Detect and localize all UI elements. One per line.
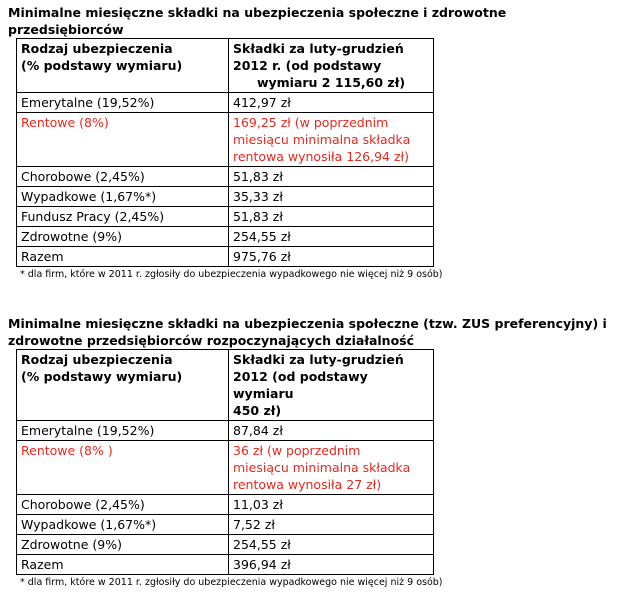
section-2-title [8, 315, 607, 349]
table-header-row [17, 350, 434, 421]
row-label: Emerytalne (19,52%) [17, 421, 229, 441]
row-value: 51,83 zł [229, 167, 434, 187]
title-line: zdrowotne przedsiębiorców rozpoczynających działalność [8, 333, 415, 348]
section-1 [8, 4, 620, 281]
row-label: Fundusz Pracy (2,45%) [17, 207, 229, 227]
table-row-highlighted [17, 441, 434, 495]
contributions-table-1 [16, 38, 434, 267]
section-1-title: Minimalne miesięczne składki na ubezpieczenia społeczne i zdrowotne przedsiębiorców [8, 5, 507, 37]
header-line: Składki za luty-grudzień [233, 352, 404, 367]
header-line: 2012 r. (od podstawy [233, 58, 382, 73]
row-label: Chorobowe (2,45%) [17, 167, 229, 187]
header-line: (% podstawy wymiaru) [21, 58, 183, 73]
header-line: Rodzaj ubezpieczenia [21, 41, 173, 56]
value-line: 36 zł (w poprzednim [233, 443, 361, 458]
row-value: 11,03 zł [229, 495, 434, 515]
table-header-row [17, 39, 434, 93]
table-row [17, 93, 434, 113]
row-value: 35,33 zł [229, 187, 434, 207]
value-line: miesiącu minimalna składka [233, 460, 411, 475]
value-line: 169,25 zł (w poprzednim [233, 115, 389, 130]
row-value: 254,55 zł [229, 227, 434, 247]
table-row [17, 207, 434, 227]
table-row [17, 515, 434, 535]
table-row-highlighted [17, 113, 434, 167]
table-row-total [17, 247, 434, 267]
header-line: Składki za luty-grudzień [233, 41, 404, 56]
table-row [17, 535, 434, 555]
table-row-total [17, 555, 434, 575]
value-line: rentowa wynosiła 126,94 zł) [233, 149, 409, 164]
header-line: Rodzaj ubezpieczenia [21, 352, 173, 367]
row-label: Razem [17, 555, 229, 575]
header-line: 2012 (od podstawy wymiaru [233, 369, 368, 401]
header-contributions [229, 39, 434, 93]
row-value: 7,52 zł [229, 515, 434, 535]
row-value: 87,84 zł [229, 421, 434, 441]
row-label: Razem [17, 247, 229, 267]
row-value: 254,55 zł [229, 535, 434, 555]
row-label: Chorobowe (2,45%) [17, 495, 229, 515]
table-row [17, 187, 434, 207]
table-row [17, 227, 434, 247]
row-label: Wypadkowe (1,67%*) [17, 515, 229, 535]
row-value: 975,76 zł [229, 247, 434, 267]
row-label: Rentowe (8% ) [17, 441, 229, 495]
row-label: Wypadkowe (1,67%*) [17, 187, 229, 207]
row-value [229, 441, 434, 495]
header-insurance-type [17, 350, 229, 421]
row-label: Emerytalne (19,52%) [17, 93, 229, 113]
row-label: Zdrowotne (9%) [17, 535, 229, 555]
table-row [17, 421, 434, 441]
footnote: * dla firm, które w 2011 r. zgłosiły do ubezpieczenia wypadkowego nie więcej niż 9 osób) [20, 577, 443, 588]
title-line: Minimalne miesięczne składki na ubezpieczenia społeczne (tzw. ZUS preferencyjny) i [8, 316, 607, 331]
row-value: 51,83 zł [229, 207, 434, 227]
header-line: wymiaru 2 115,60 zł) [256, 75, 406, 90]
value-line: rentowa wynosiła 27 zł) [233, 477, 382, 492]
row-value: 396,94 zł [229, 555, 434, 575]
contributions-table-2 [16, 349, 434, 575]
row-label: Rentowe (8%) [17, 113, 229, 167]
header-insurance-type [17, 39, 229, 93]
header-contributions [229, 350, 434, 421]
row-value: 412,97 zł [229, 93, 434, 113]
header-line: 450 zł) [233, 403, 282, 418]
footnote: * dla firm, które w 2011 r. zgłosiły do ubezpieczenia wypadkowego nie więcej niż 9 osób) [20, 269, 443, 280]
row-value [229, 113, 434, 167]
value-line: miesiącu minimalna składka [233, 132, 411, 147]
section-2 [8, 315, 607, 589]
table-row [17, 167, 434, 187]
table-row [17, 495, 434, 515]
row-label: Zdrowotne (9%) [17, 227, 229, 247]
header-line: (% podstawy wymiaru) [21, 369, 183, 384]
